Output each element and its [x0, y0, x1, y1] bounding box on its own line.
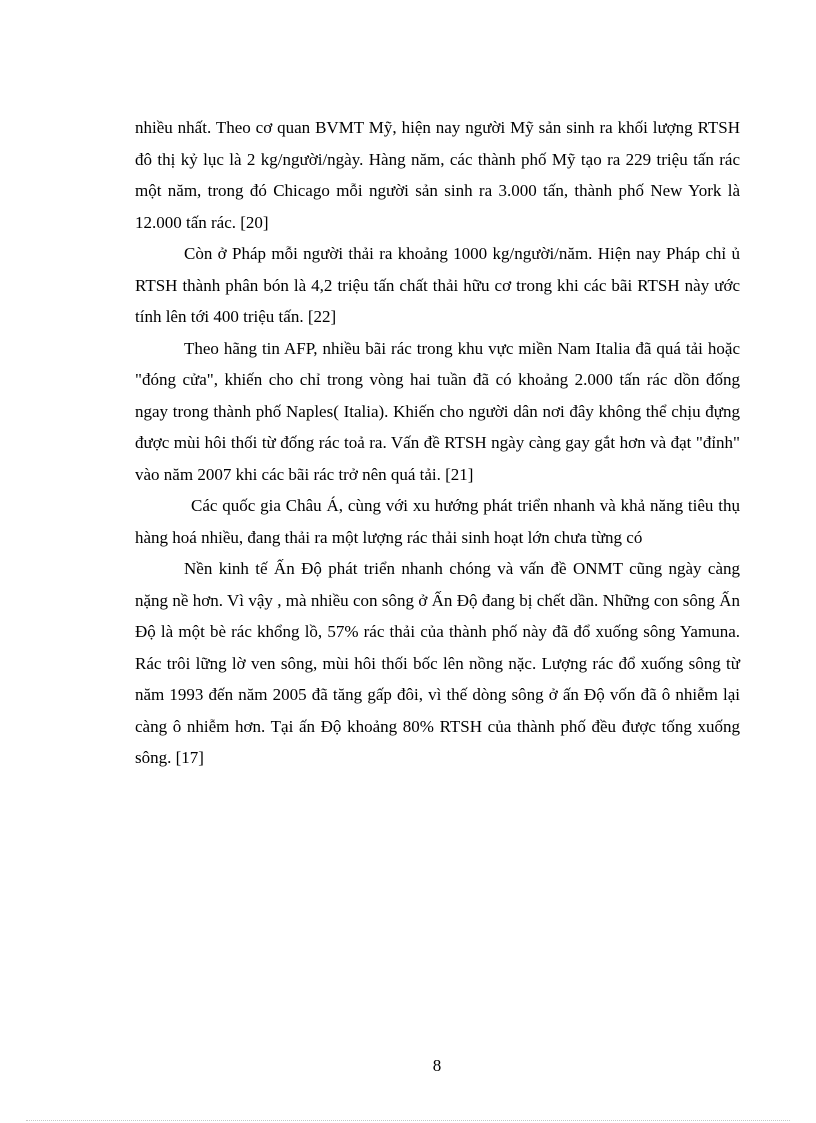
- page-bottom-border: [26, 1120, 790, 1121]
- paragraph-france-waste: Còn ở Pháp mỗi người thải ra khoảng 1000 kg/người/năm. Hiện nay Pháp chỉ ủ RTSH thành phân bón là 4,2 triệu tấn chất thải hữu cơ trong khi các bãi RTSH này ước tính lên tới 400 triệu tấn. [22]: [135, 244, 740, 326]
- page-number: 8: [432, 1056, 442, 1075]
- body-text: [135, 112, 740, 774]
- paragraph-usa-waste: nhiều nhất. Theo cơ quan BVMT Mỹ, hiện nay người Mỹ sản sinh ra khối lượng RTSH đô thị kỷ lục là 2 kg/người/ngày. Hàng năm, các thành phố Mỹ tạo ra 229 triệu tấn rác một năm, trong đó Chicago mỗi người sản sinh ra 3.000 tấn, thành phố New York là 12.000 tấn rác. [20]: [135, 118, 740, 232]
- paragraph-italy-waste: Theo hãng tin AFP, nhiều bãi rác trong khu vực miền Nam Italia đã quá tải hoặc "đóng cửa", khiến cho chỉ trong vòng hai tuần đã có khoảng 2.000 tấn rác dồn đống ngay trong thành phố Naples( Italia). Khiến cho người dân nơi đây không thể chịu đựng được mùi hôi thối từ đống rác toả ra. Vấn đề RTSH ngày càng gay gắt hơn và đạt "đỉnh" vào năm 2007 khi các bãi rác trở nên quá tải. [21]: [135, 338, 740, 484]
- paragraph-asia-waste: Các quốc gia Châu Á, cùng với xu hướng phát triển nhanh và khả năng tiêu thụ hàng hoá nhiều, đang thải ra một lượng rác thải sinh hoạt lớn chưa từng có: [135, 496, 740, 547]
- paragraph-india-waste: Nền kinh tế Ấn Độ phát triển nhanh chóng và vấn đề ONMT cũng ngày càng nặng nề hơn. Vì vậy , mà nhiều con sông ở Ấn Độ đang bị chết dần. Những con sông Ấn Độ là một bè rác khổng lồ, 57% rác thải của thành phố này đã đổ xuống sông Yamuna. Rác trôi lững lờ ven sông, mùi hôi thối bốc lên nồng nặc. Lượng rác đổ xuống sông từ năm 1993 đến năm 2005 đã tăng gấp đôi, vì thế dòng sông ở ấn Độ vốn đã ô nhiễm lại càng ô nhiễm hơn. Tại ấn Độ khoảng 80% RTSH của thành phố đều được tống xuống sông. [17]: [135, 559, 740, 767]
